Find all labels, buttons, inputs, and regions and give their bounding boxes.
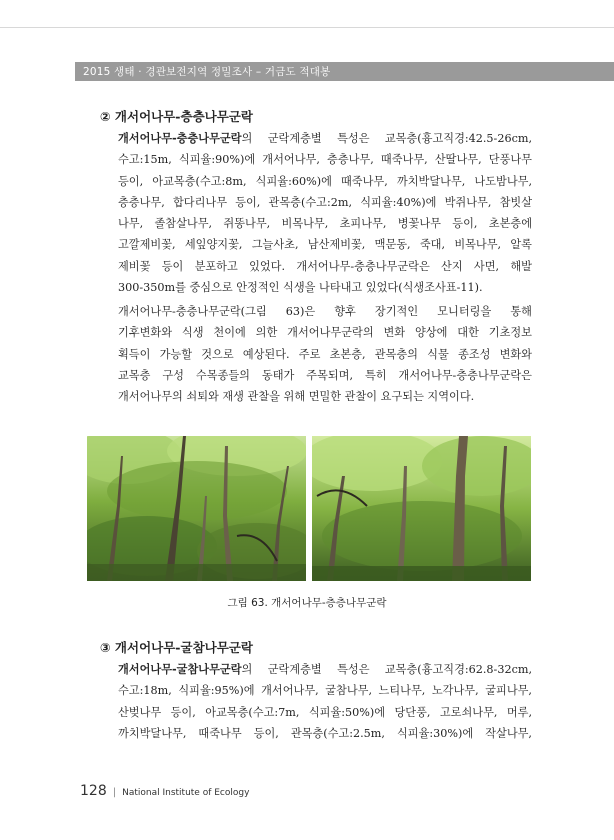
forest-photo-right bbox=[312, 436, 531, 581]
text-line: 개서어나무-층층나무군락의 군락계층별 특성은 교목층(흉고직경:42.5-26cm, bbox=[118, 132, 532, 145]
section-title-3: ③ 개서어나무-굴참나무군락 bbox=[100, 640, 253, 655]
text-line: 획득이 가능할 것으로 예상된다. 주로 초본층, 관목층의 식물 종조성 변화와 bbox=[118, 347, 532, 361]
text-line: 개서어나무-층층나무군락(그림 63)은 향후 장기적인 모니터링을 통해 bbox=[118, 305, 532, 318]
text-line: 교목층 구성 수목종들의 동태가 주목되며, 특히 개서어나무-층층나무군락은 bbox=[118, 368, 532, 382]
text-line: 기후변화와 식생 천이에 의한 개서어나무군락의 변화 양상에 대한 기초정보 bbox=[118, 326, 532, 340]
text-line: 제비꽃 등이 분포하고 있었다. 개서어나무-층층나무군락은 산지 사면, 해발 bbox=[118, 259, 532, 273]
text-line: 나무, 졸참살나무, 쥐똥나무, 비목나무, 초피나무, 병꽃나무 등이, 초본층에 bbox=[118, 217, 532, 231]
running-header bbox=[75, 62, 614, 81]
section-3-paragraph-1 bbox=[118, 659, 532, 744]
forest-photo-left bbox=[87, 436, 306, 581]
text-line: 고깔제비꽃, 세잎양지꽃, 그늘사초, 남산제비꽃, 맥문동, 죽대, 비목나무, 알록 bbox=[118, 238, 532, 252]
running-header-title: 2015 생태 · 경관보전지역 정밀조사 – 거금도 적대봉 bbox=[83, 66, 331, 78]
text-line: 300-350m를 중심으로 안정적인 식생을 나타내고 있었다(식생조사표-11). bbox=[118, 281, 483, 295]
text-line: 까치박달나무, 때죽나무 등이, 관목층(수고:2.5m, 식피율:30%)에 작살나무, bbox=[118, 726, 532, 740]
page-footer bbox=[80, 780, 249, 799]
text-line: 수고:15m, 식피율:90%)에 개서어나무, 층층나무, 때죽나무, 산딸나무, 단풍나무 bbox=[118, 153, 532, 167]
footer-separator: | bbox=[112, 787, 117, 798]
footer-organization: National Institute of Ecology bbox=[122, 788, 250, 798]
figure-caption: 그림 63. 개서어나무-층층나무군락 bbox=[227, 597, 387, 609]
section-title-2: ② 개서어나무-층층나무군락 bbox=[100, 109, 253, 124]
text-line: 등이, 아교목층(수고:8m, 식피율:60%)에 때죽나무, 까치박달나무, 나도밤나무, bbox=[118, 174, 532, 188]
top-hairline bbox=[0, 27, 614, 28]
text-line: 산벚나무 등이, 아교목층(수고:7m, 식피율:50%)에 당단풍, 고로쇠나무, 머루, bbox=[118, 705, 532, 719]
text-line: 개서어나무-굴참나무군락의 군락계층별 특성은 교목층(흉고직경:62.8-32cm, bbox=[118, 663, 532, 676]
text-line: 수고:18m, 식피율:95%)에 개서어나무, 굴참나무, 느티나무, 노각나무, 굴피나무, bbox=[118, 684, 532, 698]
lead-term: 개서어나무-굴참나무군락 bbox=[118, 663, 242, 676]
section-2-paragraph-1 bbox=[118, 128, 532, 298]
text-line: 층층나무, 합다리나무 등이, 관목층(수고:2m, 식피율:40%)에 박쥐나무, 참빗살 bbox=[118, 195, 532, 209]
section-2-paragraph-2 bbox=[118, 301, 532, 407]
text-line: 개서어나무의 쇠퇴와 재생 관찰을 위해 면밀한 관찰이 요구되는 지역이다. bbox=[118, 390, 475, 404]
page-number: 128 bbox=[80, 783, 107, 799]
lead-term: 개서어나무-층층나무군락 bbox=[118, 132, 242, 145]
